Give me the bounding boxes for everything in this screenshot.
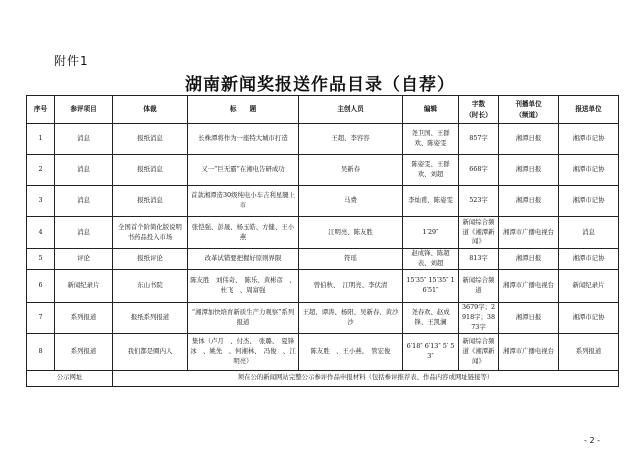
- col-editor: 编辑: [403, 96, 459, 124]
- cell-genre: 报纸评论: [113, 249, 188, 270]
- cell-length: 668字: [459, 155, 499, 186]
- cell-submitter: 湘潭市记协: [559, 155, 619, 186]
- cell-editor: 尧卫国、王群欢、陈姿雯: [403, 124, 459, 155]
- cell-title: “湘潭加快培育新质生产力观察”系列报道: [188, 303, 299, 334]
- cell-submitter: 新闻纪录片: [559, 270, 619, 303]
- col-publisher-line1: 刊播单位: [515, 100, 542, 109]
- cell-creators: 陈友胜 、王小燕、 管宏俊: [299, 333, 403, 370]
- cell-editor: 1′29″: [403, 217, 459, 249]
- col-category: 参评项目: [55, 96, 113, 124]
- cell-length: 新闻综合频道《湘潭新闻》: [459, 333, 499, 370]
- page-number: - 2 -: [584, 436, 600, 445]
- cell-category: 系列报道: [55, 333, 113, 370]
- cell-submitter: 消息: [559, 217, 619, 249]
- cell-creators: 王超、李容容: [299, 124, 403, 155]
- col-no: 序号: [27, 96, 55, 124]
- cell-genre: 报纸消息: [113, 155, 188, 186]
- table-row: [27, 333, 619, 370]
- attachment-label: 附件1: [54, 54, 89, 68]
- cell-no: 5: [27, 249, 55, 270]
- cell-title: 集体（卢月 、付杰、 张璐、 夏锋冰 、姚先 、何湘林、 冯俊 、江明亮）: [188, 333, 299, 370]
- cell-editor: 赵成锋、陈超表、刘超: [403, 249, 459, 270]
- cell-no: 1: [27, 124, 55, 155]
- cell-title: 长株潭将作为一座特大城市打造: [188, 124, 299, 155]
- cell-title: 首款湘潭造30级纯电小车吉利星腿上市: [188, 186, 299, 217]
- col-length-line1: 字数: [471, 100, 486, 109]
- cell-no: 8: [27, 333, 55, 370]
- cell-no: 4: [27, 217, 55, 249]
- cell-publisher: 湘潭日报: [499, 155, 559, 186]
- table-row: [27, 303, 619, 334]
- cell-title: 又一“巨无霸”在湘电告研成功: [188, 155, 299, 186]
- cell-editor: 李灿甫、陈姿雯: [403, 186, 459, 217]
- table-row: [27, 124, 619, 155]
- cell-no: 3: [27, 186, 55, 217]
- cell-submitter: 湘潭市记协: [559, 124, 619, 155]
- cell-length: 523字: [459, 186, 499, 217]
- cell-submitter: 湘潭市记协: [559, 249, 619, 270]
- cell-genre: 全国首个阶简化版说明书药品投入市场: [113, 217, 188, 249]
- cell-publisher: 湘潭日报: [499, 303, 559, 334]
- cell-publisher: 湘潭市广播电视台: [499, 333, 559, 370]
- table-row: [27, 155, 619, 186]
- cell-publisher: 湘潭市广播电视台: [499, 217, 559, 249]
- col-publisher: [499, 96, 559, 124]
- cell-publisher: 湘潭日报: [499, 186, 559, 217]
- header-row: [27, 96, 619, 124]
- col-publisher-line2: （频道）: [515, 110, 542, 119]
- cell-category: 新闻纪录片: [55, 270, 113, 303]
- col-length: [459, 96, 499, 124]
- col-creators: 主创人员: [299, 96, 403, 124]
- cell-category: 系列报道: [55, 303, 113, 334]
- cell-length: 3679字；2918字；3873字: [459, 303, 499, 334]
- works-table: [26, 95, 619, 387]
- cell-no: 6: [27, 270, 55, 303]
- cell-creators: 江明亮、陈友胜: [299, 217, 403, 249]
- table-row: [27, 217, 619, 249]
- cell-publisher: 湘潭市广播电视台: [499, 270, 559, 303]
- cell-title: 陈友胜 刘伟奇、 陈乐、黄彬彦 、杜飞 、周富强: [188, 270, 299, 303]
- cell-genre: 报纸消息: [113, 186, 188, 217]
- cell-submitter: 湘潭市记协: [559, 186, 619, 217]
- cell-no: 7: [27, 303, 55, 334]
- cell-genre: 报纸系列报道: [113, 303, 188, 334]
- col-genre: 体裁: [113, 96, 188, 124]
- public-url-text: 须在公的新闻网站完整公示参评作品申报材料（包括参评推荐表、作品内容或网址链接等）: [113, 370, 619, 386]
- cell-length: 857字: [459, 124, 499, 155]
- cell-creators: 曾伯秋、 江明亮、李伏清: [299, 270, 403, 303]
- cell-submitter: 湘潭市记协: [559, 303, 619, 334]
- cell-publisher: 湘潭日报: [499, 249, 559, 270]
- cell-no: 2: [27, 155, 55, 186]
- cell-creators: 吴新春: [299, 155, 403, 186]
- cell-submitter: 系列报道: [559, 333, 619, 370]
- cell-title: 改革试错要把握好原则界限: [188, 249, 299, 270]
- cell-category: 消息: [55, 124, 113, 155]
- cell-creators: 符瑶: [299, 249, 403, 270]
- cell-publisher: 湘潭日报: [499, 124, 559, 155]
- cell-creators: 王超、谭涛、杨阳、吴新春、黄沙沙: [299, 303, 403, 334]
- cell-length: 813字: [459, 249, 499, 270]
- col-length-line2: （时长）: [465, 110, 492, 119]
- public-url-row: [27, 370, 619, 386]
- cell-creators: 马费: [299, 186, 403, 217]
- cell-editor: 15′35″ 15′35″ 16′51″: [403, 270, 459, 303]
- table-row: [27, 270, 619, 303]
- cell-length: 新闻综合频道《湘潭新闻》: [459, 217, 499, 249]
- cell-genre: 报纸消息: [113, 124, 188, 155]
- cell-editor: 陈姿雯、王群欢、刘超: [403, 155, 459, 186]
- col-submitter: 报送单位: [559, 96, 619, 124]
- cell-title: 张恺强、彭晟、杨玉皓、方健、王小燕: [188, 217, 299, 249]
- public-url-label: 公示网址: [27, 370, 113, 386]
- table-row: [27, 249, 619, 270]
- document-title: 湖南新闻奖报送作品目录（自荐）: [185, 75, 455, 95]
- cell-category: 消息: [55, 155, 113, 186]
- cell-genre: 我们都是圈内人: [113, 333, 188, 370]
- cell-editor: 尧春欢、赵成锋、王凯澜: [403, 303, 459, 334]
- cell-length: 新闻综合频道: [459, 270, 499, 303]
- cell-category: 消息: [55, 217, 113, 249]
- table-row: [27, 186, 619, 217]
- cell-category: 评论: [55, 249, 113, 270]
- cell-editor: 6′18″ 6′13″ 5′ 53″: [403, 333, 459, 370]
- cell-category: 消息: [55, 186, 113, 217]
- col-title: 标 题: [188, 96, 299, 124]
- cell-genre: 东山书院: [113, 270, 188, 303]
